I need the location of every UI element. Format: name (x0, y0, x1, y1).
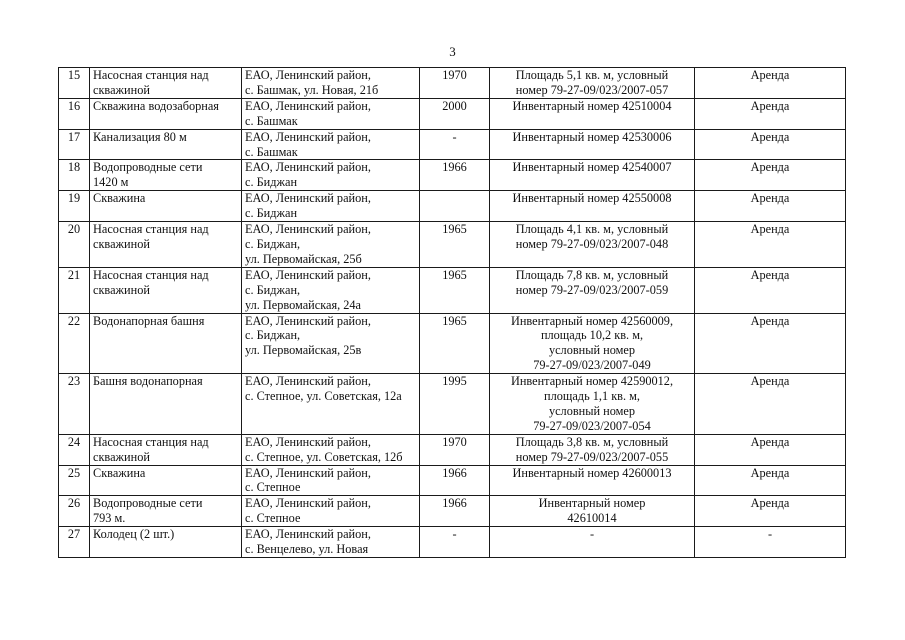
page-number: 3 (449, 44, 456, 59)
property-table (58, 67, 846, 558)
status-cell: Аренда (695, 313, 846, 374)
object-name-cell: Насосная станция над скважиной (90, 267, 242, 313)
table-row (59, 465, 846, 496)
address-cell: ЕАО, Ленинский район, с. Степное (242, 496, 420, 527)
characteristics-cell: Инвентарный номер 42530006 (490, 129, 695, 160)
status-cell: Аренда (695, 68, 846, 99)
table-row (59, 313, 846, 374)
row-number-cell: 24 (59, 434, 90, 465)
characteristics-cell: Инвентарный номер 42610014 (490, 496, 695, 527)
table-row (59, 129, 846, 160)
table-row (59, 222, 846, 268)
address-cell: ЕАО, Ленинский район, с. Венцелево, ул. Новая (242, 527, 420, 558)
status-cell: Аренда (695, 267, 846, 313)
row-number-cell: 20 (59, 222, 90, 268)
address-cell: ЕАО, Ленинский район, с. Биджан, ул. Первомайская, 24а (242, 267, 420, 313)
status-cell: Аренда (695, 434, 846, 465)
year-cell: - (420, 129, 490, 160)
address-cell: ЕАО, Ленинский район, с. Степное, ул. Советская, 12а (242, 374, 420, 435)
characteristics-cell: Инвентарный номер 42590012, площадь 1,1 кв. м, условный номер 79-27-09/023/2007-054 (490, 374, 695, 435)
address-cell: ЕАО, Ленинский район, с. Биджан, ул. Первомайская, 25б (242, 222, 420, 268)
characteristics-cell: Площадь 7,8 кв. м, условный номер 79-27-09/023/2007-059 (490, 267, 695, 313)
characteristics-cell: Площадь 4,1 кв. м, условный номер 79-27-09/023/2007-048 (490, 222, 695, 268)
year-cell: 2000 (420, 98, 490, 129)
address-cell: ЕАО, Ленинский район, с. Биджан (242, 160, 420, 191)
table-row (59, 267, 846, 313)
address-cell: ЕАО, Ленинский район, с. Степное (242, 465, 420, 496)
row-number-cell: 22 (59, 313, 90, 374)
status-cell: - (695, 527, 846, 558)
year-cell: 1966 (420, 160, 490, 191)
row-number-cell: 21 (59, 267, 90, 313)
object-name-cell: Насосная станция над скважиной (90, 222, 242, 268)
row-number-cell: 17 (59, 129, 90, 160)
object-name-cell: Насосная станция над скважиной (90, 434, 242, 465)
object-name-cell: Скважина водозаборная (90, 98, 242, 129)
address-cell: ЕАО, Ленинский район, с. Биджан (242, 191, 420, 222)
status-cell: Аренда (695, 160, 846, 191)
status-cell: Аренда (695, 222, 846, 268)
year-cell (420, 191, 490, 222)
year-cell: - (420, 527, 490, 558)
characteristics-cell: Инвентарный номер 42510004 (490, 98, 695, 129)
row-number-cell: 26 (59, 496, 90, 527)
row-number-cell: 25 (59, 465, 90, 496)
table-row (59, 191, 846, 222)
table-row (59, 68, 846, 99)
year-cell: 1965 (420, 222, 490, 268)
object-name-cell: Канализация 80 м (90, 129, 242, 160)
status-cell: Аренда (695, 374, 846, 435)
table-row (59, 98, 846, 129)
address-cell: ЕАО, Ленинский район, с. Биджан, ул. Первомайская, 25в (242, 313, 420, 374)
object-name-cell: Колодец (2 шт.) (90, 527, 242, 558)
status-cell: Аренда (695, 191, 846, 222)
table-row (59, 434, 846, 465)
row-number-cell: 19 (59, 191, 90, 222)
object-name-cell: Скважина (90, 465, 242, 496)
year-cell: 1995 (420, 374, 490, 435)
year-cell: 1965 (420, 313, 490, 374)
status-cell: Аренда (695, 129, 846, 160)
row-number-cell: 27 (59, 527, 90, 558)
table-row (59, 496, 846, 527)
object-name-cell: Скважина (90, 191, 242, 222)
row-number-cell: 15 (59, 68, 90, 99)
characteristics-cell: Инвентарный номер 42550008 (490, 191, 695, 222)
year-cell: 1970 (420, 434, 490, 465)
characteristics-cell: Инвентарный номер 42540007 (490, 160, 695, 191)
property-table-body (59, 68, 846, 558)
year-cell: 1966 (420, 496, 490, 527)
object-name-cell: Водопроводные сети 1420 м (90, 160, 242, 191)
object-name-cell: Водопроводные сети 793 м. (90, 496, 242, 527)
address-cell: ЕАО, Ленинский район, с. Степное, ул. Советская, 12б (242, 434, 420, 465)
row-number-cell: 18 (59, 160, 90, 191)
characteristics-cell: Площадь 5,1 кв. м, условный номер 79-27-09/023/2007-057 (490, 68, 695, 99)
object-name-cell: Башня водонапорная (90, 374, 242, 435)
characteristics-cell: Инвентарный номер 42560009, площадь 10,2 кв. м, условный номер 79-27-09/023/2007-049 (490, 313, 695, 374)
status-cell: Аренда (695, 98, 846, 129)
object-name-cell: Водонапорная башня (90, 313, 242, 374)
characteristics-cell: - (490, 527, 695, 558)
status-cell: Аренда (695, 465, 846, 496)
address-cell: ЕАО, Ленинский район, с. Башмак, ул. Новая, 21б (242, 68, 420, 99)
table-row (59, 374, 846, 435)
year-cell: 1970 (420, 68, 490, 99)
address-cell: ЕАО, Ленинский район, с. Башмак (242, 98, 420, 129)
table-row (59, 160, 846, 191)
characteristics-cell: Площадь 3,8 кв. м, условный номер 79-27-09/023/2007-055 (490, 434, 695, 465)
status-cell: Аренда (695, 496, 846, 527)
characteristics-cell: Инвентарный номер 42600013 (490, 465, 695, 496)
year-cell: 1966 (420, 465, 490, 496)
row-number-cell: 16 (59, 98, 90, 129)
address-cell: ЕАО, Ленинский район, с. Башмак (242, 129, 420, 160)
object-name-cell: Насосная станция над скважиной (90, 68, 242, 99)
table-row (59, 527, 846, 558)
year-cell: 1965 (420, 267, 490, 313)
row-number-cell: 23 (59, 374, 90, 435)
